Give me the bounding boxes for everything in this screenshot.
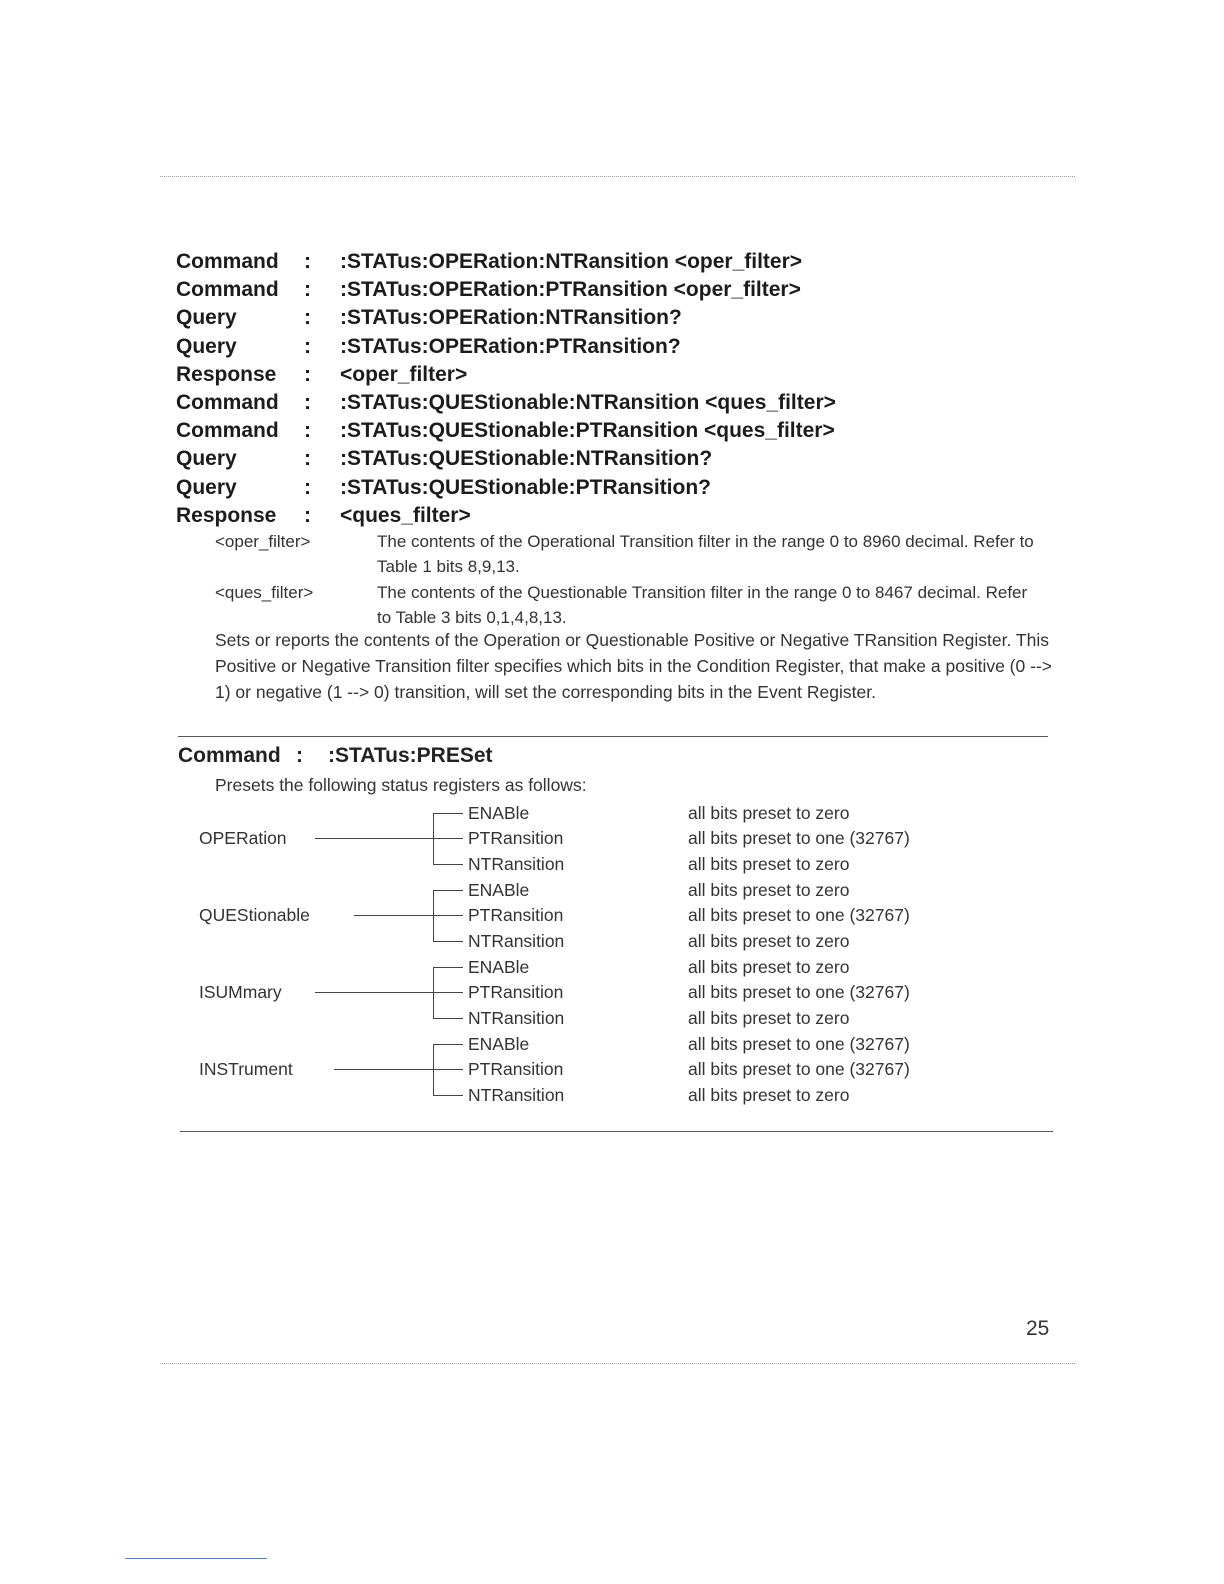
command-colon: : — [304, 447, 311, 471]
preset-value: all bits preset to one (32767) — [688, 1059, 910, 1079]
command-colon: : — [304, 390, 311, 414]
top-dotted-rule — [160, 176, 1075, 177]
command-text: :STATus:OPERation:NTRansition <oper_filter> — [340, 250, 803, 273]
command-colon: : — [304, 475, 311, 499]
sub-register: PTRansition — [468, 982, 564, 1002]
command-text: :STATus:QUEStionable:PTRansition? — [340, 475, 711, 499]
query-line — [176, 474, 1056, 502]
command-text: <oper_filter> — [340, 362, 468, 386]
command-text: :STATus:QUEStionable:NTRansition? — [340, 447, 713, 471]
sub-register: PTRansition — [468, 828, 564, 848]
response-line — [176, 361, 1056, 389]
bracket-tick — [433, 813, 463, 814]
command-colon: : — [304, 334, 311, 358]
preset-value: all bits preset to zero — [688, 957, 850, 977]
parameter-ques-filter — [215, 580, 1055, 630]
preset-value: all bits preset to zero — [688, 1008, 850, 1028]
bracket-tick — [433, 967, 463, 968]
command-text: :STATus:QUEStionable:NTRansition <ques_filter> — [340, 390, 836, 414]
command-text: :STATus:OPERation:PTRansition <oper_filter> — [340, 278, 801, 302]
command-kind: Command — [178, 744, 281, 767]
command-kind: Query — [176, 475, 237, 499]
bracket-tick — [433, 1018, 463, 1019]
description-paragraph: Sets or reports the contents of the Operation or Questionable Positive or Negative TRansition Register. This Positive or Negative Transition filter specifies which bits in the Condition Register, that make a positive (0 --> 1) or negative (1 --> 0) transition, will set the corresponding bits in the Event Register. — [215, 630, 1052, 702]
preset-value: all bits preset to zero — [688, 1085, 850, 1105]
connector-line — [354, 915, 433, 916]
command-line — [176, 417, 1056, 445]
bracket-tick — [433, 1069, 463, 1070]
command-colon: : — [304, 250, 311, 273]
command-kind: Command — [176, 419, 279, 443]
command-kind: Command — [176, 278, 279, 302]
preset-command-line — [178, 742, 493, 770]
command-colon: : — [304, 306, 311, 330]
command-colon: : — [304, 503, 311, 527]
preset-value: all bits preset to zero — [688, 854, 850, 874]
query-line — [176, 304, 1056, 332]
preset-value: all bits preset to one (32767) — [688, 982, 910, 1002]
footer-underline — [125, 1558, 267, 1559]
parameter-oper-filter — [215, 529, 1055, 579]
parameter-name: <ques_filter> — [215, 583, 314, 602]
command-text: :STATus:PRESet — [328, 744, 493, 767]
register-group-operation — [0, 800, 1224, 877]
bracket-tick — [433, 1095, 463, 1096]
page-number: 25 — [1026, 1317, 1050, 1340]
parameter-name: <oper_filter> — [215, 532, 311, 551]
bracket-tick — [433, 838, 463, 839]
sub-register: NTRansition — [468, 854, 565, 874]
sub-register: ENABle — [468, 880, 530, 900]
command-kind: Query — [176, 306, 237, 330]
register-name: OPERation — [199, 828, 287, 848]
command-kind: Response — [176, 362, 277, 386]
command-text: <ques_filter> — [340, 503, 471, 527]
sub-register: PTRansition — [468, 905, 564, 925]
sub-register: ENABle — [468, 957, 530, 977]
bracket-tick — [433, 864, 463, 865]
command-kind: Response — [176, 503, 277, 527]
command-line — [176, 389, 1056, 417]
command-text: :STATus:QUEStionable:PTRansition <ques_filter> — [340, 419, 835, 443]
bottom-dotted-rule — [160, 1363, 1075, 1364]
preset-value: all bits preset to one (32767) — [688, 1034, 910, 1054]
command-kind: Query — [176, 447, 237, 471]
query-line — [176, 333, 1056, 361]
register-group-instrument — [0, 1031, 1224, 1108]
sub-register: ENABle — [468, 803, 530, 823]
preset-value: all bits preset to zero — [688, 803, 850, 823]
command-colon: : — [304, 362, 311, 386]
bottom-divider — [180, 1131, 1053, 1132]
bracket-tick — [433, 992, 463, 993]
bracket-tick — [433, 1044, 463, 1045]
command-text: :STATus:OPERation:PTRansition? — [340, 334, 681, 358]
parameter-description: The contents of the Questionable Transition filter in the range 0 to 8467 decimal. Refer to Table 3 bits 0,1,4,8,13. — [377, 583, 1028, 627]
sub-register: ENABle — [468, 1034, 530, 1054]
register-group-isummary — [0, 954, 1224, 1031]
sub-register: NTRansition — [468, 1085, 565, 1105]
preset-value: all bits preset to zero — [688, 931, 850, 951]
sub-register: PTRansition — [468, 1059, 564, 1079]
section-divider — [178, 736, 1048, 737]
sub-register: NTRansition — [468, 931, 565, 951]
register-name: QUEStionable — [199, 905, 310, 925]
preset-value: all bits preset to one (32767) — [688, 828, 910, 848]
query-line — [176, 445, 1056, 473]
command-text: :STATus:OPERation:NTRansition? — [340, 306, 682, 330]
command-kind: Query — [176, 334, 237, 358]
bracket-tick — [433, 890, 463, 891]
preset-value: all bits preset to zero — [688, 880, 850, 900]
command-list — [176, 248, 1056, 530]
preset-value: all bits preset to one (32767) — [688, 905, 910, 925]
command-line — [176, 248, 1056, 276]
connector-line — [315, 838, 433, 839]
connector-line — [334, 1069, 433, 1070]
bracket-tick — [433, 915, 463, 916]
register-group-questionable — [0, 877, 1224, 954]
register-name: ISUMmary — [199, 982, 282, 1002]
register-name: INSTrument — [199, 1059, 293, 1079]
preset-intro: Presets the following status registers as follows: — [215, 775, 587, 795]
bracket-tick — [433, 941, 463, 942]
parameter-description: The contents of the Operational Transition filter in the range 0 to 8960 decimal. Refer to Table 1 bits 8,9,13. — [377, 532, 1034, 576]
command-kind: Command — [176, 390, 279, 414]
command-kind: Command — [176, 250, 279, 273]
connector-line — [315, 992, 433, 993]
command-colon: : — [304, 278, 311, 302]
command-colon: : — [296, 744, 303, 767]
command-colon: : — [304, 419, 311, 443]
response-line — [176, 502, 1056, 530]
command-line — [176, 276, 1056, 304]
sub-register: NTRansition — [468, 1008, 565, 1028]
